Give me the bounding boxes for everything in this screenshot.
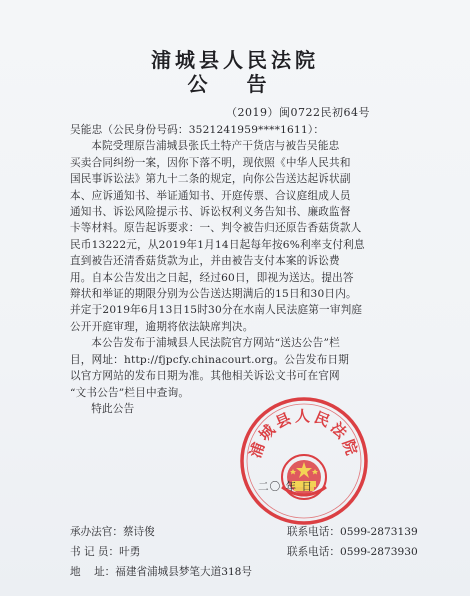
para1-line: 并定于2019年6月13日15时30分在水南人民法庭第一审判庭 [70,304,363,317]
sign-date: 二〇 年 日 [258,481,314,493]
clerk-name: 叶勇 [119,546,141,558]
para1-line: 买卖合同纠纷一案，因你下落不明，现依照《中华人民共和 [70,156,351,169]
judge-name: 蔡诗俊 [122,526,155,538]
judge-label: 承办法官： [70,526,123,538]
para2-line: 本公告发布于浦城县人民法院官方网站“送达公告”栏 [91,337,340,350]
para1-line: 本、应诉通知书、举证通知书、开庭传票、合议庭组成人员 [70,189,351,202]
announcement-body [70,122,398,417]
addressee-line: 吴能忠（公民身份号码：3521241959****1611）： [70,124,325,136]
para2-line: 以官方网站的发布日期为准。其他相关诉讼文书可在官网 [70,370,340,383]
judge-row [70,524,155,539]
case-number: （2019）闽0722民初64号 [226,106,370,119]
clerk-label: 书 记 员： [70,546,120,558]
para1-line: 直到被告还清香菇货款为止，并由被告支付本案的诉讼费 [70,255,340,268]
para1-line: 辩状和举证的期限分别为公告送达期满后的15日和30日内。 [70,288,357,301]
para1-line: 公开开庭审理，逾期将依法缺席判决。 [70,320,254,333]
para2-line: 目，网址：http://fjpcfy.chinacourt.org。公告发布日期 [70,353,350,366]
address-label: 地 址： [70,566,116,578]
para1-line: 通知书、诉讼风险提示书、诉讼权利义务告知书、廉政监督 [70,206,351,219]
court-name-title: 浦城县人民法院 [151,48,319,72]
address-row [70,564,252,579]
clerk-phone: 0599-2873930 [339,546,418,558]
para1-line: 用。自本公告发出之日起，经过60日，即视为送达。提出答 [70,271,354,284]
judge-phone: 0599-2873139 [339,526,418,538]
doc-type-title: 公 告 [187,72,283,96]
para2-line: “文书公告”栏目中查询。 [70,386,190,399]
court-seal-icon [238,395,370,527]
para1-line: 本院受理原告浦城县张氏土特产干货店与被告吴能忠 [91,140,340,153]
clerk-phone-label: 联系电话： [287,546,340,558]
judge-phone-row [287,524,418,539]
seal-text: 浦城县人民法院 [246,407,362,461]
judge-phone-label: 联系电话： [287,526,340,538]
para1-line: 民币13222元，从2019年1月14日起每年按6%利率支付利息 [70,238,365,251]
address-value: 福建省浦城县梦笔大道318号 [115,566,253,578]
closing-line: 特此公告 [91,402,135,415]
clerk-phone-row [287,544,418,559]
para1-line: 卡等材料。原告起诉要求：一、判令被告归还原告香菇货款人 [70,222,362,235]
clerk-row [70,544,140,559]
para1-line: 国民事诉讼法》第九十二条的规定，向你公告送达起诉状副 [70,173,351,186]
